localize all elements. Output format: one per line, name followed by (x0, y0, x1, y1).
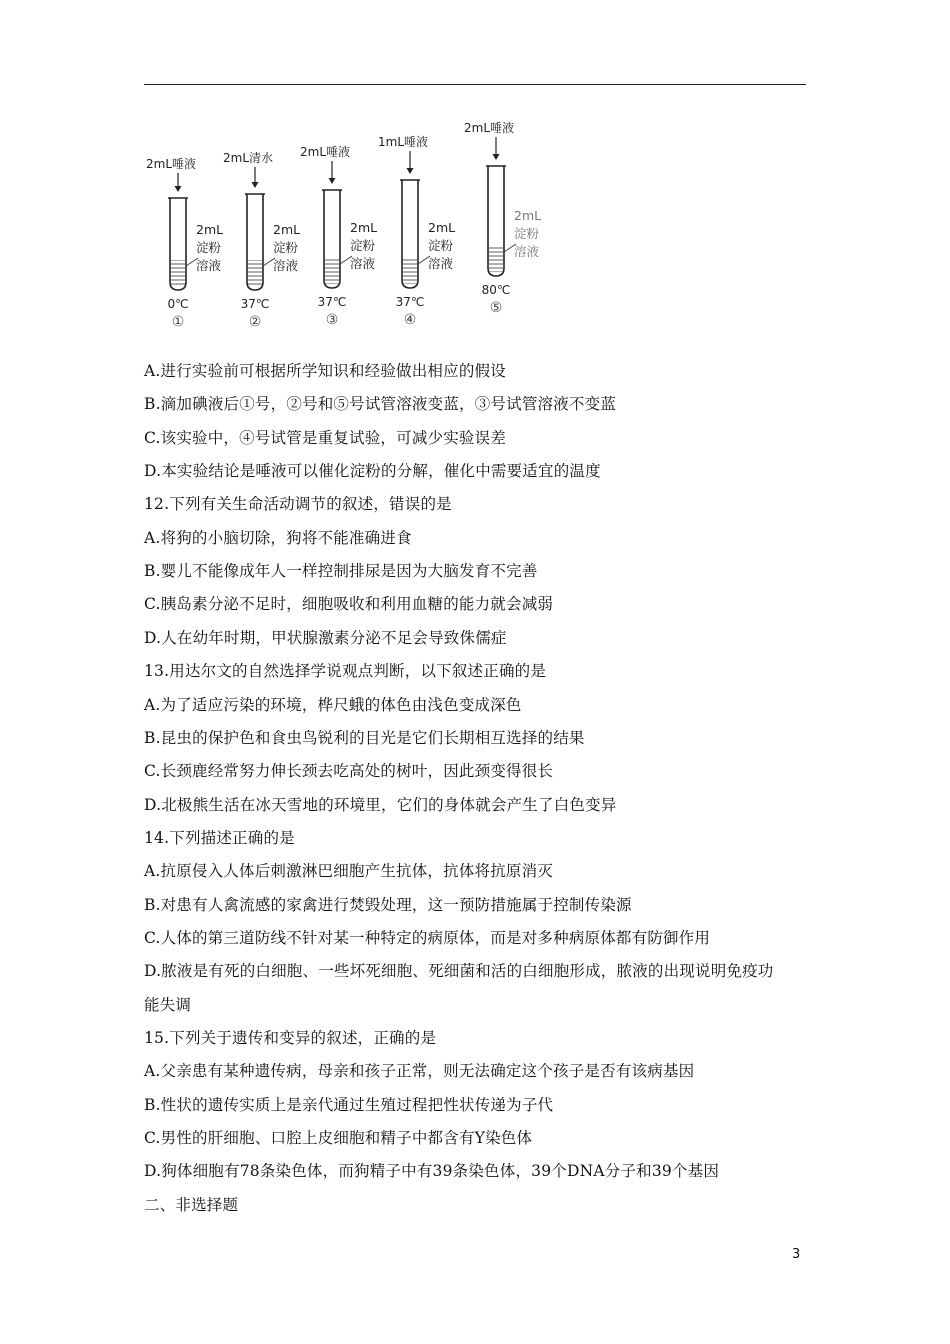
text-line: D.本实验结论是唾液可以催化淀粉的分解，催化中需要适宜的温度 (144, 462, 601, 481)
text-line: B.性状的遗传实质上是亲代通过生殖过程把性状传递为子代 (144, 1095, 554, 1114)
tube-number: ④ (403, 312, 417, 328)
tube-side-label: 溶液 (428, 256, 454, 271)
test-tube-3 (300, 144, 377, 328)
text-line: A.为了适应污染的环境，桦尺蛾的体色由浅色变成深色 (144, 695, 522, 714)
text-line: D.狗体细胞有78条染色体，而狗精子中有39条染色体，39个DNA分子和39个基因 (144, 1162, 720, 1181)
tube-temperature: 37℃ (395, 295, 425, 309)
tube-top-label: 2mL唾液 (300, 145, 351, 159)
test-tube-2 (223, 150, 300, 330)
tube-number: ① (171, 314, 185, 330)
tube-number: ③ (325, 312, 339, 328)
arrow-head-icon (252, 182, 259, 188)
test-tube-5 (464, 120, 541, 316)
tube-number: ⑤ (489, 300, 503, 316)
tube-top-label: 2mL唾液 (464, 121, 515, 135)
text-line: C.男性的肝细胞、口腔上皮细胞和精子中都含有Y染色体 (144, 1129, 533, 1148)
text-line: 15.下列关于遗传和变异的叙述，正确的是 (144, 1029, 437, 1047)
text-line: B.昆虫的保护色和食虫鸟锐利的目光是它们长期相互选择的结果 (144, 728, 585, 747)
tube-side-label: 淀粉 (514, 226, 540, 241)
tube-temperature: 37℃ (317, 295, 347, 309)
text-line: A.将狗的小脑切除，狗将不能准确进食 (144, 528, 412, 547)
header-rule (144, 84, 806, 85)
tube-temperature: 0℃ (167, 297, 189, 311)
test-tube-1 (146, 156, 223, 330)
tube-side-label: 溶液 (196, 258, 222, 273)
text-line: C.人体的第三道防线不针对某一种特定的病原体，而是对多种病原体都有防御作用 (144, 928, 711, 947)
test-tube-figure (140, 118, 560, 338)
starch-solution (171, 260, 185, 286)
text-line: C.长颈鹿经常努力伸长颈去吃高处的树叶，因此颈变得很长 (144, 762, 554, 781)
arrow-head-icon (407, 168, 414, 174)
test-tube-4 (378, 134, 455, 328)
arrow-head-icon (175, 186, 182, 192)
tube-side-label: 淀粉 (428, 238, 454, 253)
tube-side-label: 溶液 (350, 256, 376, 271)
tube-side-label: 2mL (514, 208, 542, 223)
tube-side-label: 2mL (350, 220, 378, 235)
text-line: B.对患有人禽流感的家禽进行焚毁处理，这一预防措施属于控制传染源 (144, 895, 632, 914)
text-line: D.脓液是有死的白细胞、一些坏死细胞、死细菌和活的白细胞形成，脓液的出现说明免疫功 (144, 962, 774, 981)
text-line: 12.下列有关生命活动调节的叙述，错误的是 (144, 495, 452, 514)
text-line: D.北极熊生活在冰天雪地的环境里，它们的身体就会产生了白色变异 (144, 795, 617, 814)
arrow-head-icon (493, 154, 500, 160)
text-line: C.该实验中，④号试管是重复试验，可减少实验误差 (144, 428, 507, 447)
tube-side-label: 淀粉 (273, 240, 299, 255)
starch-solution (325, 258, 339, 284)
text-line: A.父亲患有某种遗传病，母亲和孩子正常，则无法确定这个孩子是否有该病基因 (144, 1062, 695, 1081)
tube-temperature: 37℃ (240, 297, 270, 311)
tube-temperature: 80℃ (481, 283, 511, 297)
text-line: 13.用达尔文的自然选择学说观点判断，以下叙述正确的是 (144, 662, 547, 681)
text-line: D.人在幼年时期，甲状腺激素分泌不足会导致侏儒症 (144, 628, 507, 647)
tube-side-label: 淀粉 (196, 240, 222, 255)
tube-top-label: 2mL清水 (223, 151, 274, 165)
page-number: 3 (792, 1247, 801, 1262)
text-line: C.胰岛素分泌不足时，细胞吸收和利用血糖的能力就会减弱 (144, 595, 554, 614)
starch-solution (403, 258, 417, 284)
arrow-head-icon (329, 178, 336, 184)
text-line: 能失调 (144, 995, 192, 1014)
text-line: B.滴加碘液后①号，②号和⑤号试管溶液变蓝，③号试管溶液不变蓝 (144, 395, 617, 414)
text-line: 14.下列描述正确的是 (144, 828, 295, 847)
tube-number: ② (248, 314, 262, 330)
tube-side-label: 淀粉 (350, 238, 376, 253)
tube-side-label: 溶液 (514, 244, 540, 259)
tube-side-label: 2mL (273, 222, 301, 237)
text-line: A.抗原侵入人体后刺激淋巴细胞产生抗体，抗体将抗原消灭 (144, 862, 554, 881)
text-line: A.进行实验前可根据所学知识和经验做出相应的假设 (144, 362, 506, 380)
tube-side-label: 2mL (196, 222, 224, 237)
tube-top-label: 1mL唾液 (378, 135, 429, 149)
tube-side-label: 溶液 (273, 258, 299, 273)
text-line: B.婴儿不能像成年人一样控制排尿是因为大脑发育不完善 (144, 562, 538, 581)
starch-solution (489, 246, 503, 272)
tube-top-label: 2mL唾液 (146, 157, 197, 171)
starch-solution (248, 260, 262, 286)
text-line: 二、非选择题 (144, 1195, 239, 1214)
tube-side-label: 2mL (428, 220, 456, 235)
